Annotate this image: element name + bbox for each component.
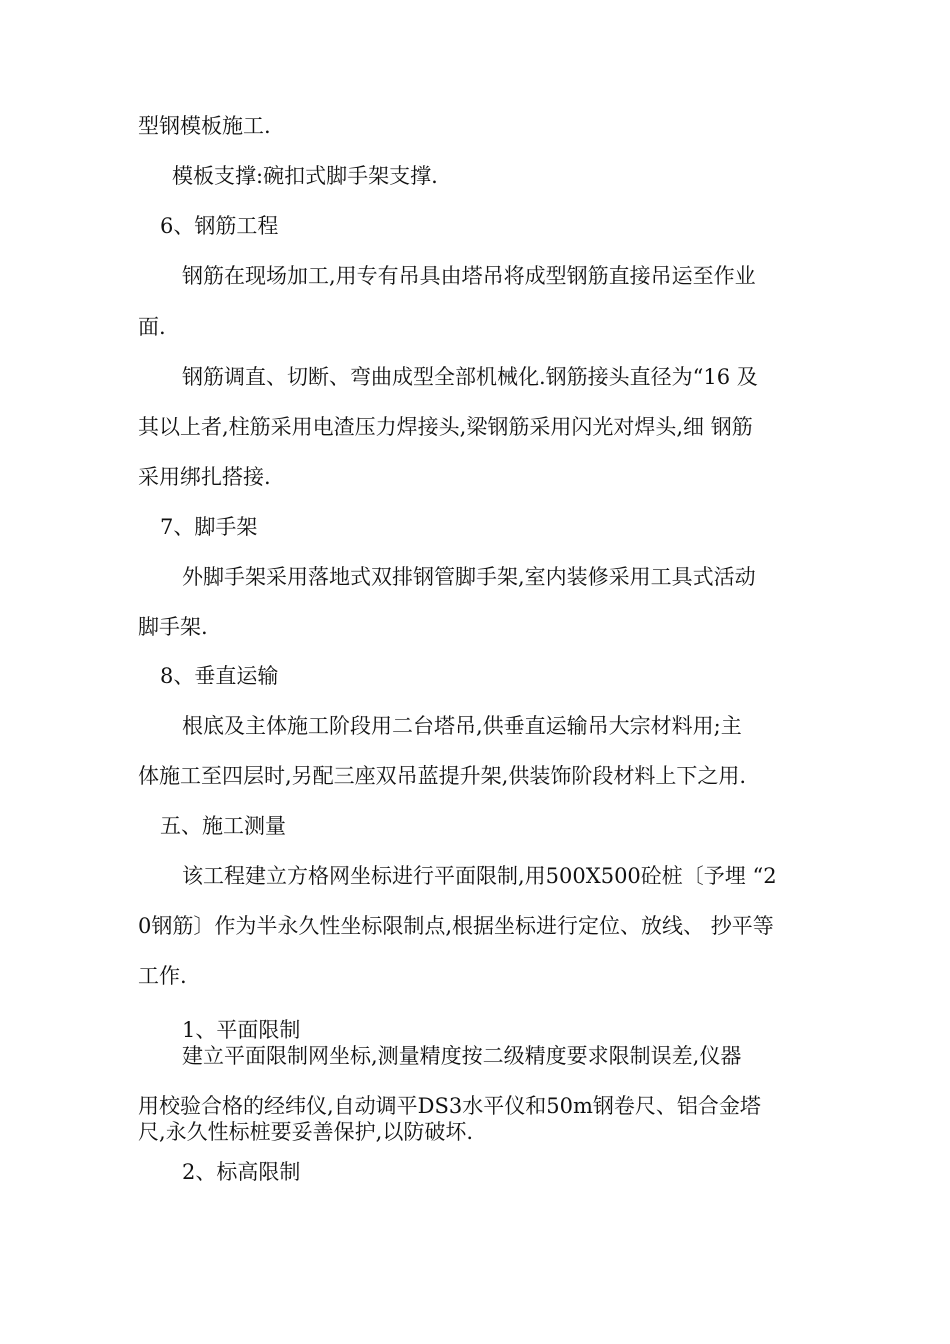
text-line: 体施工至四层时,另配三座双吊蓝提升架,供装饰阶段材料上下之用.	[138, 764, 747, 788]
section-heading: 7、脚手架	[160, 515, 258, 539]
text-line: 外脚手架采用落地式双排钢管脚手架,室内装修采用工具式活动	[182, 565, 756, 589]
text-line: 型钢模板施工.	[138, 114, 271, 138]
text-line: 用校验合格的经纬仪,自动调平DS3水平仪和50m钢卷尺、铝合金塔	[138, 1094, 761, 1118]
text-line: 该工程建立方格网坐标进行平面限制,用500X500砼桩〔予埋 “2	[182, 864, 777, 888]
text-line: 0钢筋〕作为半永久性坐标限制点,根据坐标进行定位、放线、 抄平等	[138, 914, 774, 938]
section-heading: 2、标高限制	[182, 1160, 301, 1184]
section-heading: 1、平面限制	[182, 1018, 301, 1042]
text-line: 钢筋在现场加工,用专有吊具由塔吊将成型钢筋直接吊运至作业	[182, 264, 756, 288]
text-line: 模板支撑:碗扣式脚手架支撑.	[172, 164, 438, 188]
section-heading: 五、施工测量	[160, 814, 286, 838]
text-line: 根底及主体施工阶段用二台塔吊,供垂直运输吊大宗材料用;主	[182, 714, 742, 738]
section-heading: 8、垂直运输	[160, 664, 279, 688]
text-line: 采用绑扎搭接.	[138, 465, 271, 489]
text-line: 工作.	[138, 964, 187, 988]
section-heading: 6、钢筋工程	[160, 214, 279, 238]
text-line: 脚手架.	[138, 615, 208, 639]
text-line: 建立平面限制网坐标,测量精度按二级精度要求限制误差,仪器	[182, 1044, 742, 1068]
text-line: 其以上者,柱筋采用电渣压力焊接头,梁钢筋采用闪光对焊头,细 钢筋	[138, 415, 753, 439]
text-line: 尺,永久性标桩要妥善保护,以防破坏.	[138, 1120, 474, 1144]
text-line: 钢筋调直、切断、弯曲成型全部机械化.钢筋接头直径为“16 及	[182, 365, 758, 389]
text-line: 面.	[138, 315, 166, 339]
